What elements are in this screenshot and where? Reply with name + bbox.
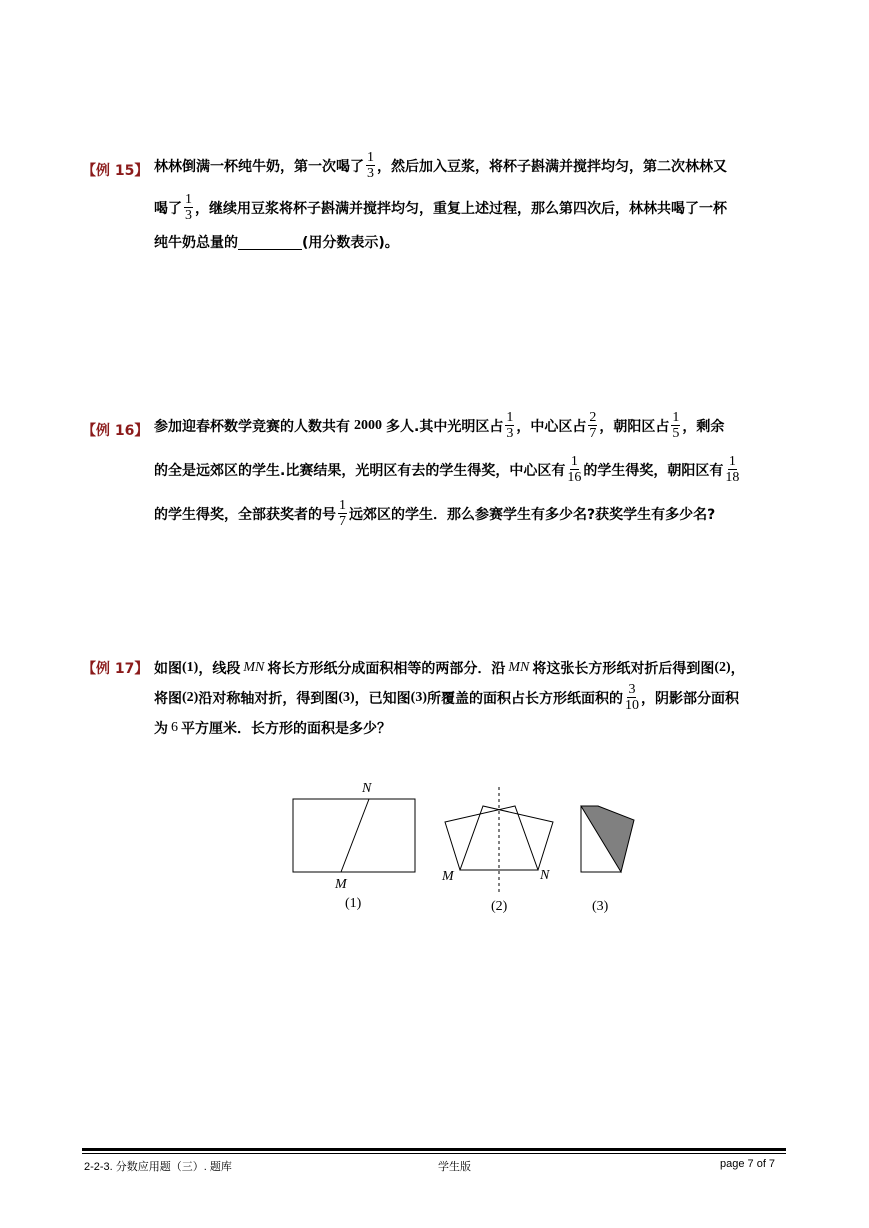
- figure-ref: (2): [714, 660, 731, 675]
- caption-3: (3): [592, 899, 609, 914]
- footer-left: 2-2-3. 分数应用题（三）. 题库: [84, 1161, 232, 1173]
- number: 2000: [354, 417, 382, 433]
- problem-tag: 【例 16】: [82, 423, 149, 439]
- shaded-region: [581, 806, 634, 872]
- problem-text: 纯牛奶总量的: [154, 235, 238, 251]
- footer-rule: [82, 1153, 786, 1154]
- figure-ref: (3): [338, 689, 355, 705]
- problem-text: 的学生得奖，朝阳区有: [583, 462, 724, 479]
- rectangle: [293, 799, 415, 872]
- problem-text: 将长方形纸分成面积相等的两部分．沿: [267, 661, 506, 677]
- problem-text: 沿对称轴对折，得到图: [198, 690, 339, 707]
- problem-text: ，中心区占: [516, 418, 587, 435]
- problem-text: ，: [730, 661, 745, 677]
- problem-text: 的学生得奖，全部获奖者的号: [154, 506, 336, 523]
- problem-text: 多人.其中光明区占: [386, 418, 504, 435]
- problem-text: ，线段: [198, 661, 241, 677]
- problem-text: 参加迎春杯数学竞赛的人数共有: [154, 418, 350, 435]
- footer-rule: [82, 1148, 786, 1151]
- figure-ref: (2): [182, 689, 199, 705]
- problem-text: ，朝阳区占: [599, 418, 670, 435]
- fraction: $\frac{1}{3}$: [367, 150, 374, 181]
- label-n: N: [362, 781, 372, 796]
- fraction: $\frac{1}{18}$: [725, 454, 740, 485]
- caption-2: (2): [491, 899, 508, 914]
- fraction: $\frac{1}{16}$: [567, 454, 582, 485]
- problem-text: 的全是远郊区的学生.比赛结果，光明区有去的学生得奖，中心区有: [154, 462, 566, 479]
- problem-text: ，剩余: [682, 418, 725, 435]
- problem-text: 将图: [154, 690, 182, 707]
- fraction: $\frac{3}{10}$: [624, 682, 639, 713]
- problem-text: 林林倒满一杯纯牛奶，第一次喝了: [154, 158, 364, 175]
- caption-1: (1): [345, 896, 362, 911]
- problem-text: ，阴影部分面积: [640, 690, 739, 707]
- label-n: N: [540, 868, 550, 883]
- problem-text: 如图: [154, 661, 182, 677]
- figure-ref: (1): [182, 660, 199, 675]
- segment-label: MN: [508, 660, 530, 675]
- problem-tag: 【例 17】: [82, 661, 149, 677]
- figure-ref: (3): [410, 689, 427, 705]
- fraction: $\frac{1}{7}$: [339, 498, 346, 529]
- footer-center: 学生版: [438, 1161, 471, 1173]
- footer-right: page 7 of 7: [720, 1158, 776, 1170]
- fraction: $\frac{2}{7}$: [589, 410, 597, 441]
- segment-mn: [341, 799, 369, 872]
- problem-text: (用分数表示)。: [302, 235, 399, 251]
- label-m: M: [335, 877, 347, 892]
- problem-text: ，已知图: [354, 690, 411, 707]
- problem-text: ，然后加入豆浆，将杯子斟满并搅拌均匀，第二次林林又: [377, 158, 727, 175]
- problem-text: 为: [154, 721, 168, 737]
- problem-text: 所覆盖的面积占长方形纸面积的: [426, 690, 623, 707]
- fraction: $\frac{1}{5}$: [672, 410, 680, 441]
- problem-text: 喝了: [154, 200, 182, 217]
- problem-text: ，继续用豆浆将杯子斟满并搅拌均匀，重复上述过程，那么第四次后，林林共喝了一杯: [195, 200, 727, 217]
- segment-label: MN: [243, 660, 265, 675]
- problem-tag: 【例 15】: [82, 163, 149, 179]
- number: 6: [171, 720, 178, 735]
- fraction: $\frac{1}{3}$: [506, 410, 514, 441]
- problem-text: 远郊区的学生．那么参赛学生有多少名?获奖学生有多少名?: [349, 506, 716, 523]
- label-m: M: [442, 869, 454, 884]
- fraction: $\frac{1}{3}$: [185, 192, 192, 223]
- problem-text: 将这张长方形纸对折后得到图: [532, 661, 715, 677]
- problem-text: 平方厘米．长方形的面积是多少？: [181, 721, 391, 737]
